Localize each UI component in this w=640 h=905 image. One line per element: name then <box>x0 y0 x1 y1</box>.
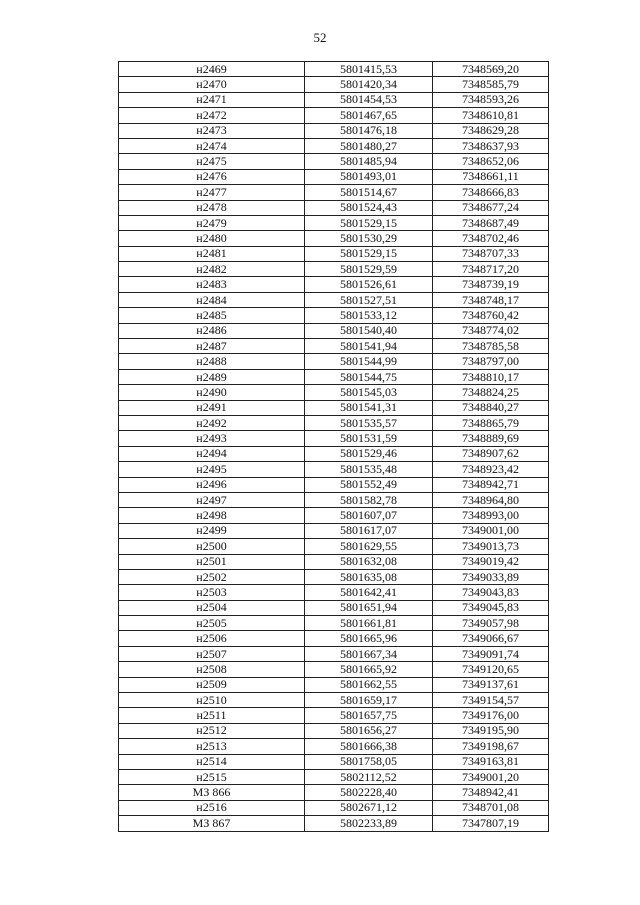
x-coordinate-cell: 5801526,61 <box>305 277 433 292</box>
y-coordinate-cell: 7348661,11 <box>433 169 549 184</box>
y-coordinate-cell: 7349163,81 <box>433 754 549 769</box>
table-row <box>119 385 549 400</box>
table-row <box>119 62 549 77</box>
y-coordinate-cell: 7348701,08 <box>433 800 549 815</box>
point-id-cell: н2507 <box>119 646 305 661</box>
y-coordinate-cell: 7347807,19 <box>433 816 549 831</box>
table-row <box>119 554 549 569</box>
table-row <box>119 138 549 153</box>
table-row <box>119 662 549 677</box>
x-coordinate-cell: 5802228,40 <box>305 785 433 800</box>
x-coordinate-cell: 5801629,55 <box>305 539 433 554</box>
x-coordinate-cell: 5801493,01 <box>305 169 433 184</box>
point-id-cell: н2488 <box>119 354 305 369</box>
y-coordinate-cell: 7348907,62 <box>433 446 549 461</box>
x-coordinate-cell: 5801485,94 <box>305 154 433 169</box>
x-coordinate-cell: 5801758,05 <box>305 754 433 769</box>
table-row <box>119 262 549 277</box>
x-coordinate-cell: 5801544,75 <box>305 369 433 384</box>
point-id-cell: н2474 <box>119 138 305 153</box>
point-id-cell: н2515 <box>119 769 305 784</box>
point-id-cell: н2511 <box>119 708 305 723</box>
table-row <box>119 646 549 661</box>
coordinates-table <box>118 61 549 832</box>
x-coordinate-cell: 5801651,94 <box>305 600 433 615</box>
point-id-cell: н2496 <box>119 477 305 492</box>
table-row <box>119 123 549 138</box>
x-coordinate-cell: 5801524,43 <box>305 200 433 215</box>
point-id-cell: н2510 <box>119 693 305 708</box>
table-row <box>119 446 549 461</box>
y-coordinate-cell: 7348569,20 <box>433 62 549 77</box>
table-row <box>119 77 549 92</box>
point-id-cell: н2476 <box>119 169 305 184</box>
y-coordinate-cell: 7349137,61 <box>433 677 549 692</box>
point-id-cell: н2501 <box>119 554 305 569</box>
x-coordinate-cell: 5801529,15 <box>305 246 433 261</box>
x-coordinate-cell: 5801535,57 <box>305 415 433 430</box>
x-coordinate-cell: 5801666,38 <box>305 739 433 754</box>
x-coordinate-cell: 5801476,18 <box>305 123 433 138</box>
table-row <box>119 585 549 600</box>
table-row <box>119 277 549 292</box>
y-coordinate-cell: 7348774,02 <box>433 323 549 338</box>
y-coordinate-cell: 7349057,98 <box>433 616 549 631</box>
x-coordinate-cell: 5802112,52 <box>305 769 433 784</box>
y-coordinate-cell: 7348760,42 <box>433 308 549 323</box>
x-coordinate-cell: 5801541,94 <box>305 339 433 354</box>
table-row <box>119 600 549 615</box>
table-row <box>119 369 549 384</box>
x-coordinate-cell: 5801552,49 <box>305 477 433 492</box>
x-coordinate-cell: 5801530,29 <box>305 231 433 246</box>
y-coordinate-cell: 7349019,42 <box>433 554 549 569</box>
table-row <box>119 739 549 754</box>
point-id-cell: н2502 <box>119 569 305 584</box>
y-coordinate-cell: 7349001,00 <box>433 523 549 538</box>
table-row <box>119 708 549 723</box>
x-coordinate-cell: 5801642,41 <box>305 585 433 600</box>
point-id-cell: н2479 <box>119 215 305 230</box>
table-row <box>119 800 549 815</box>
x-coordinate-cell: 5801662,55 <box>305 677 433 692</box>
y-coordinate-cell: 7348666,83 <box>433 185 549 200</box>
x-coordinate-cell: 5801657,75 <box>305 708 433 723</box>
point-id-cell: МЗ 866 <box>119 785 305 800</box>
point-id-cell: н2495 <box>119 462 305 477</box>
x-coordinate-cell: 5801529,15 <box>305 215 433 230</box>
y-coordinate-cell: 7348942,41 <box>433 785 549 800</box>
point-id-cell: н2478 <box>119 200 305 215</box>
table-row <box>119 431 549 446</box>
y-coordinate-cell: 7348610,81 <box>433 108 549 123</box>
y-coordinate-cell: 7348824,25 <box>433 385 549 400</box>
page-number: 52 <box>313 30 327 45</box>
point-id-cell: н2514 <box>119 754 305 769</box>
table-row <box>119 185 549 200</box>
x-coordinate-cell: 5801467,65 <box>305 108 433 123</box>
x-coordinate-cell: 5801533,12 <box>305 308 433 323</box>
y-coordinate-cell: 7348652,06 <box>433 154 549 169</box>
table-row <box>119 492 549 507</box>
x-coordinate-cell: 5801656,27 <box>305 723 433 738</box>
point-id-cell: н2472 <box>119 108 305 123</box>
point-id-cell: н2485 <box>119 308 305 323</box>
x-coordinate-cell: 5801659,17 <box>305 693 433 708</box>
table-row <box>119 154 549 169</box>
table-row <box>119 323 549 338</box>
point-id-cell: н2473 <box>119 123 305 138</box>
y-coordinate-cell: 7348923,42 <box>433 462 549 477</box>
point-id-cell: н2487 <box>119 339 305 354</box>
x-coordinate-cell: 5801454,53 <box>305 92 433 107</box>
x-coordinate-cell: 5801535,48 <box>305 462 433 477</box>
point-id-cell: н2500 <box>119 539 305 554</box>
y-coordinate-cell: 7349043,83 <box>433 585 549 600</box>
y-coordinate-cell: 7348785,58 <box>433 339 549 354</box>
y-coordinate-cell: 7348810,17 <box>433 369 549 384</box>
x-coordinate-cell: 5801514,67 <box>305 185 433 200</box>
x-coordinate-cell: 5801545,03 <box>305 385 433 400</box>
x-coordinate-cell: 5801480,27 <box>305 138 433 153</box>
x-coordinate-cell: 5801527,51 <box>305 292 433 307</box>
table-row <box>119 723 549 738</box>
point-id-cell: н2499 <box>119 523 305 538</box>
table-row <box>119 477 549 492</box>
y-coordinate-cell: 7348637,93 <box>433 138 549 153</box>
x-coordinate-cell: 5801667,34 <box>305 646 433 661</box>
x-coordinate-cell: 5801635,08 <box>305 569 433 584</box>
point-id-cell: н2469 <box>119 62 305 77</box>
x-coordinate-cell: 5801661,81 <box>305 616 433 631</box>
y-coordinate-cell: 7348797,00 <box>433 354 549 369</box>
table-row <box>119 508 549 523</box>
point-id-cell: н2516 <box>119 800 305 815</box>
x-coordinate-cell: 5801529,59 <box>305 262 433 277</box>
y-coordinate-cell: 7349001,20 <box>433 769 549 784</box>
table-row <box>119 539 549 554</box>
table-row <box>119 769 549 784</box>
point-id-cell: н2494 <box>119 446 305 461</box>
y-coordinate-cell: 7348865,79 <box>433 415 549 430</box>
y-coordinate-cell: 7348585,79 <box>433 77 549 92</box>
y-coordinate-cell: 7348702,46 <box>433 231 549 246</box>
table-row <box>119 92 549 107</box>
y-coordinate-cell: 7348942,71 <box>433 477 549 492</box>
point-id-cell: н2513 <box>119 739 305 754</box>
table-row <box>119 108 549 123</box>
x-coordinate-cell: 5801529,46 <box>305 446 433 461</box>
y-coordinate-cell: 7349198,67 <box>433 739 549 754</box>
table-row <box>119 215 549 230</box>
point-id-cell: н2506 <box>119 631 305 646</box>
table-row <box>119 523 549 538</box>
table-row <box>119 677 549 692</box>
y-coordinate-cell: 7349013,73 <box>433 539 549 554</box>
table-row <box>119 462 549 477</box>
point-id-cell: н2493 <box>119 431 305 446</box>
point-id-cell: н2512 <box>119 723 305 738</box>
table-row <box>119 308 549 323</box>
y-coordinate-cell: 7349176,00 <box>433 708 549 723</box>
coordinates-table-body <box>119 62 549 832</box>
table-row <box>119 169 549 184</box>
x-coordinate-cell: 5801531,59 <box>305 431 433 446</box>
table-row <box>119 246 549 261</box>
point-id-cell: н2490 <box>119 385 305 400</box>
y-coordinate-cell: 7348687,49 <box>433 215 549 230</box>
point-id-cell: н2486 <box>119 323 305 338</box>
y-coordinate-cell: 7349091,74 <box>433 646 549 661</box>
point-id-cell: н2492 <box>119 415 305 430</box>
point-id-cell: н2484 <box>119 292 305 307</box>
y-coordinate-cell: 7348748,17 <box>433 292 549 307</box>
point-id-cell: н2505 <box>119 616 305 631</box>
point-id-cell: н2497 <box>119 492 305 507</box>
table-row <box>119 339 549 354</box>
x-coordinate-cell: 5801544,99 <box>305 354 433 369</box>
x-coordinate-cell: 5802233,89 <box>305 816 433 831</box>
y-coordinate-cell: 7348707,33 <box>433 246 549 261</box>
table-row <box>119 616 549 631</box>
y-coordinate-cell: 7348717,20 <box>433 262 549 277</box>
point-id-cell: н2470 <box>119 77 305 92</box>
point-id-cell: н2504 <box>119 600 305 615</box>
table-row <box>119 354 549 369</box>
point-id-cell: н2471 <box>119 92 305 107</box>
y-coordinate-cell: 7349154,57 <box>433 693 549 708</box>
point-id-cell: н2503 <box>119 585 305 600</box>
y-coordinate-cell: 7348840,27 <box>433 400 549 415</box>
point-id-cell: н2489 <box>119 369 305 384</box>
x-coordinate-cell: 5801582,78 <box>305 492 433 507</box>
x-coordinate-cell: 5802671,12 <box>305 800 433 815</box>
x-coordinate-cell: 5801415,53 <box>305 62 433 77</box>
y-coordinate-cell: 7348677,24 <box>433 200 549 215</box>
y-coordinate-cell: 7349045,83 <box>433 600 549 615</box>
point-id-cell: н2477 <box>119 185 305 200</box>
x-coordinate-cell: 5801607,07 <box>305 508 433 523</box>
x-coordinate-cell: 5801617,07 <box>305 523 433 538</box>
y-coordinate-cell: 7348889,69 <box>433 431 549 446</box>
y-coordinate-cell: 7348739,19 <box>433 277 549 292</box>
table-row <box>119 785 549 800</box>
table-row <box>119 200 549 215</box>
table-row <box>119 631 549 646</box>
x-coordinate-cell: 5801420,34 <box>305 77 433 92</box>
y-coordinate-cell: 7348993,00 <box>433 508 549 523</box>
table-row <box>119 754 549 769</box>
table-row <box>119 415 549 430</box>
point-id-cell: н2482 <box>119 262 305 277</box>
point-id-cell: н2508 <box>119 662 305 677</box>
x-coordinate-cell: 5801541,31 <box>305 400 433 415</box>
table-row <box>119 693 549 708</box>
y-coordinate-cell: 7349120,65 <box>433 662 549 677</box>
point-id-cell: н2475 <box>119 154 305 169</box>
x-coordinate-cell: 5801632,08 <box>305 554 433 569</box>
y-coordinate-cell: 7349033,89 <box>433 569 549 584</box>
point-id-cell: н2480 <box>119 231 305 246</box>
point-id-cell: н2483 <box>119 277 305 292</box>
y-coordinate-cell: 7348964,80 <box>433 492 549 507</box>
y-coordinate-cell: 7349066,67 <box>433 631 549 646</box>
table-row <box>119 569 549 584</box>
x-coordinate-cell: 5801540,40 <box>305 323 433 338</box>
x-coordinate-cell: 5801665,96 <box>305 631 433 646</box>
point-id-cell: н2509 <box>119 677 305 692</box>
point-id-cell: н2491 <box>119 400 305 415</box>
table-row <box>119 231 549 246</box>
table-row <box>119 816 549 831</box>
table-row <box>119 292 549 307</box>
point-id-cell: н2481 <box>119 246 305 261</box>
y-coordinate-cell: 7349195,90 <box>433 723 549 738</box>
y-coordinate-cell: 7348629,28 <box>433 123 549 138</box>
point-id-cell: МЗ 867 <box>119 816 305 831</box>
table-row <box>119 400 549 415</box>
point-id-cell: н2498 <box>119 508 305 523</box>
y-coordinate-cell: 7348593,26 <box>433 92 549 107</box>
x-coordinate-cell: 5801665,92 <box>305 662 433 677</box>
